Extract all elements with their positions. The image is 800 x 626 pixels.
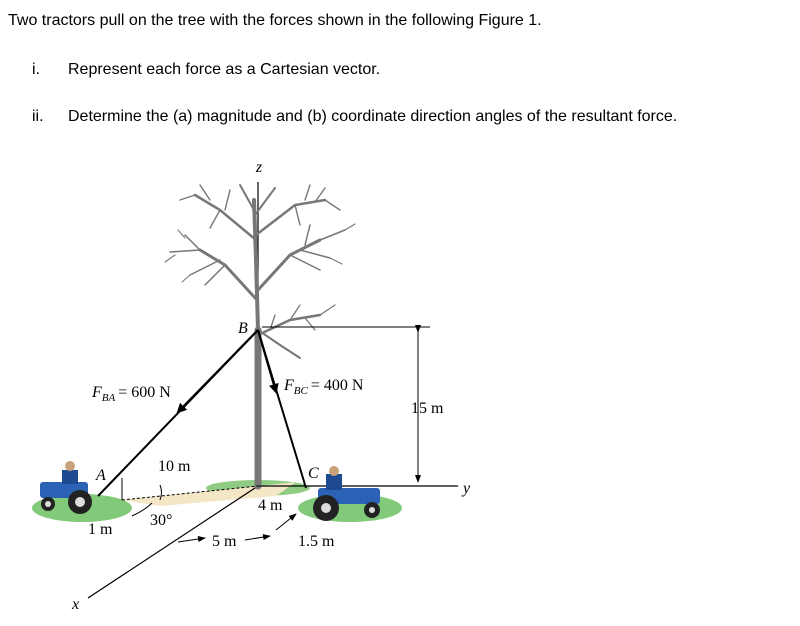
point-c-label: C bbox=[308, 465, 319, 482]
dim-1m-label: 1 m bbox=[88, 521, 113, 538]
force-bc-label: $F_{BC} = 400$ N bbox=[284, 377, 364, 397]
point-b-label: B bbox=[238, 320, 248, 337]
dim-5m-label: 5 m bbox=[212, 533, 237, 550]
height-label: 15 m bbox=[411, 400, 444, 417]
arrow-f-ba bbox=[178, 330, 258, 412]
question-1-number: i. bbox=[32, 61, 40, 78]
point-a-label: A bbox=[96, 467, 106, 484]
angle-30-label: 30° bbox=[150, 512, 173, 529]
force-vectors bbox=[98, 330, 306, 496]
dim-4m-label: 4 m bbox=[258, 497, 283, 514]
question-2 bbox=[32, 108, 677, 126]
question-1 bbox=[32, 61, 380, 79]
dim-1-5m-label: 1.5 m bbox=[298, 533, 335, 550]
problem-intro: Two tractors pull on the tree with the forces shown in the following Figure 1. bbox=[8, 12, 542, 29]
y-axis-label: y bbox=[463, 480, 471, 497]
question-1-text: Represent each force as a Cartesian vector. bbox=[68, 61, 381, 78]
question-2-text: Determine the (a) magnitude and (b) coordinate direction angles of the resultant force. bbox=[68, 108, 678, 125]
z-axis-label: z bbox=[255, 159, 263, 176]
tractor-tree-figure bbox=[0, 150, 800, 626]
question-2-number: ii. bbox=[32, 108, 44, 125]
x-axis-label: x bbox=[72, 596, 80, 613]
dim-10m-label: 10 m bbox=[158, 458, 191, 475]
force-ba-label: $F_{BA} = 600$ N bbox=[92, 384, 171, 404]
